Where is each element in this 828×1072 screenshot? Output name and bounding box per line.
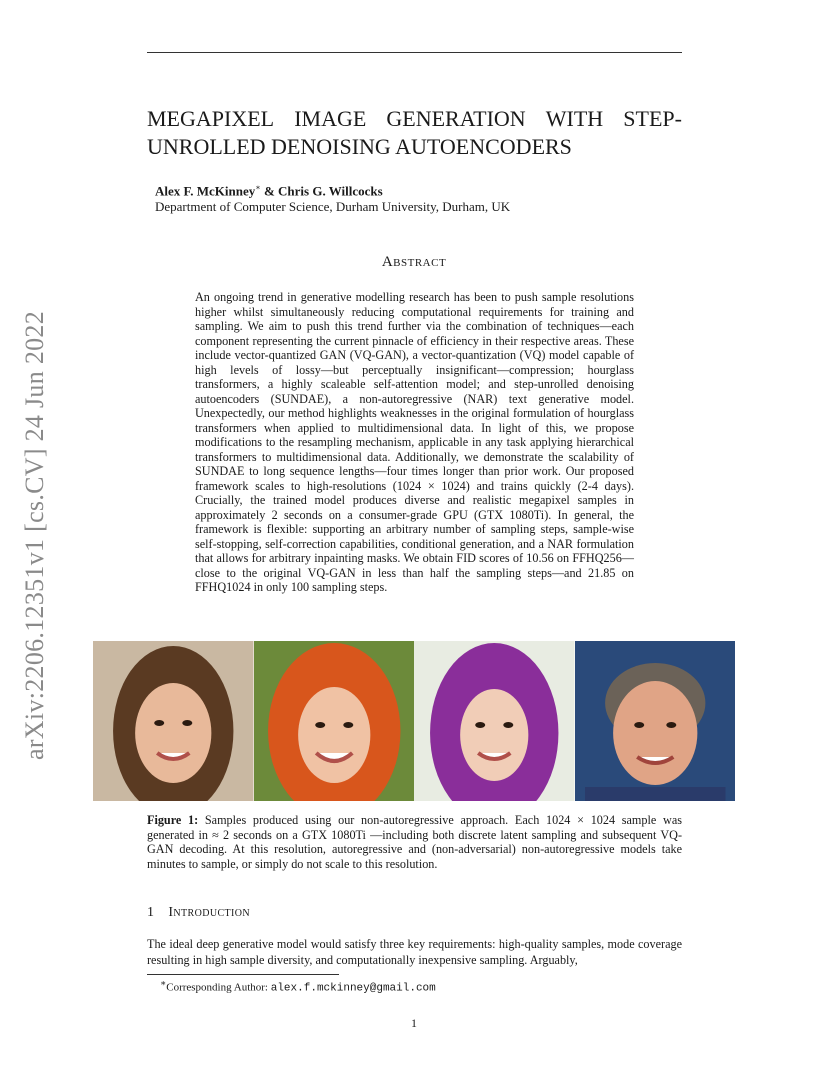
face-sample-2 <box>254 641 415 801</box>
face-skin <box>135 683 211 783</box>
face-sample-3 <box>414 641 575 801</box>
section-number: 1 <box>147 905 155 920</box>
page-number: 1 <box>411 1016 417 1030</box>
author-name: Alex F. McKinney <box>155 183 256 199</box>
corresponding-email-link[interactable]: alex.f.mckinney@gmail.com <box>270 982 436 995</box>
face-eye <box>503 722 513 728</box>
face-skin <box>298 687 370 783</box>
figure-1-samples <box>93 641 735 801</box>
face-eye <box>475 722 485 728</box>
face-shirt <box>585 787 725 801</box>
title-word: STEP- <box>623 106 682 131</box>
face-mouth <box>478 753 510 759</box>
face-skin <box>460 689 528 781</box>
footnote-marker: ∗ <box>160 978 167 988</box>
caption-text: Samples produced using our non-autoregressive approach. Each 1024 × 1024 sample was generated in ≈ 2 seconds on a GTX 1080Ti —including both discrete latent sampling and subsequent VQ-GAN decoding. At this resolution, autoregressive and (non-adversarial) non-autoregressive models take minutes to sample, or simply do not scale to this resolution. <box>147 813 682 871</box>
face-eye <box>154 720 164 726</box>
face-sample-4 <box>575 641 736 801</box>
abstract-heading: Abstract <box>381 254 447 270</box>
caption-label: Figure 1: <box>147 813 199 827</box>
arxiv-stamp: arXiv:2206.12351v1 [cs.CV] 24 Jun 2022 <box>20 310 49 760</box>
top-rule <box>147 52 682 53</box>
face-eye <box>666 722 676 728</box>
face-sample-1 <box>93 641 254 801</box>
title-word: MEGAPIXEL <box>147 106 275 131</box>
introduction-text: The ideal deep generative model would satisfy three key requirements: high-quality samples, mode coverage resulting in high sample diversity, and computationally inexpensive sampling. Arguably, <box>147 937 682 967</box>
author-list <box>155 183 383 199</box>
section-heading-introduction <box>147 905 250 921</box>
abstract-text: An ongoing trend in generative modelling research has been to push sample resolutions higher whilst simultaneously reducing computational requirements for training and sampling. We aim to push this trend further via the combination of techniques—each component representing the current pinnacle of efficiency in their respective areas. These include vector-quantized GAN (VQ-GAN), a vector-quantization (VQ) model capable of high levels of lossy—but perceptually insignificant—compression; hourglass transformers, a highly scaleable self-attention model; and step-unrolled denoising autoencoders (SUNDAE), a non-autoregressive (NAR) text generative model. Unexpectedly, our method highlights weaknesses in the original formulation of hourglass transformers when applied to multidimensional data. In light of this, we propose modifications to the resampling mechanism, applicable in any task applying hierarchical transformers to multidimensional data. Additionally, we demonstrate the scalability of SUNDAE to long sequence lengths—four times longer than prior work. Our proposed framework scales to high-resolutions (1024 × 1024) and trains quickly (2-4 days). Crucially, the trained model produces diverse and realistic megapixel samples in approximately 2 seconds on a consumer-grade GPU (GTX 1080Ti). In general, the framework is flexible: supporting an arbitrary number of sampling steps, sample-wise self-stopping, self-correction capabilities, conditional generation, and a NAR formulation that allows for arbitrary inpainting masks. We obtain FID scores of 10.56 on FFHQ256—close to the original VQ-GAN in less than half the sampling steps—and 21.85 on FFHQ1024 in only 100 sampling steps. <box>195 290 634 594</box>
footnote-rule <box>147 974 339 975</box>
paper-title <box>147 105 682 161</box>
footnote <box>160 978 436 995</box>
affiliation: Department of Computer Science, Durham University, Durham, UK <box>155 199 511 214</box>
face-skin <box>613 681 697 785</box>
title-line-1 <box>147 105 682 133</box>
footnote-label: Corresponding Author: <box>166 981 271 994</box>
face-eye <box>315 722 325 728</box>
face-eye <box>343 722 353 728</box>
figure-1-caption <box>147 813 682 871</box>
title-line-2: UNROLLED DENOISING AUTOENCODERS <box>147 134 572 159</box>
face-mouth <box>157 753 189 759</box>
face-eye <box>182 720 192 726</box>
footnote-marker: ∗ <box>255 183 261 192</box>
title-word: IMAGE <box>294 106 367 131</box>
author-name: Chris G. Willcocks <box>278 183 383 199</box>
title-word: GENERATION <box>386 106 526 131</box>
section-title: Introduction <box>168 905 250 920</box>
title-word: WITH <box>545 106 604 131</box>
face-mouth <box>637 757 673 763</box>
face-eye <box>634 722 644 728</box>
author-connector: & <box>260 183 279 199</box>
